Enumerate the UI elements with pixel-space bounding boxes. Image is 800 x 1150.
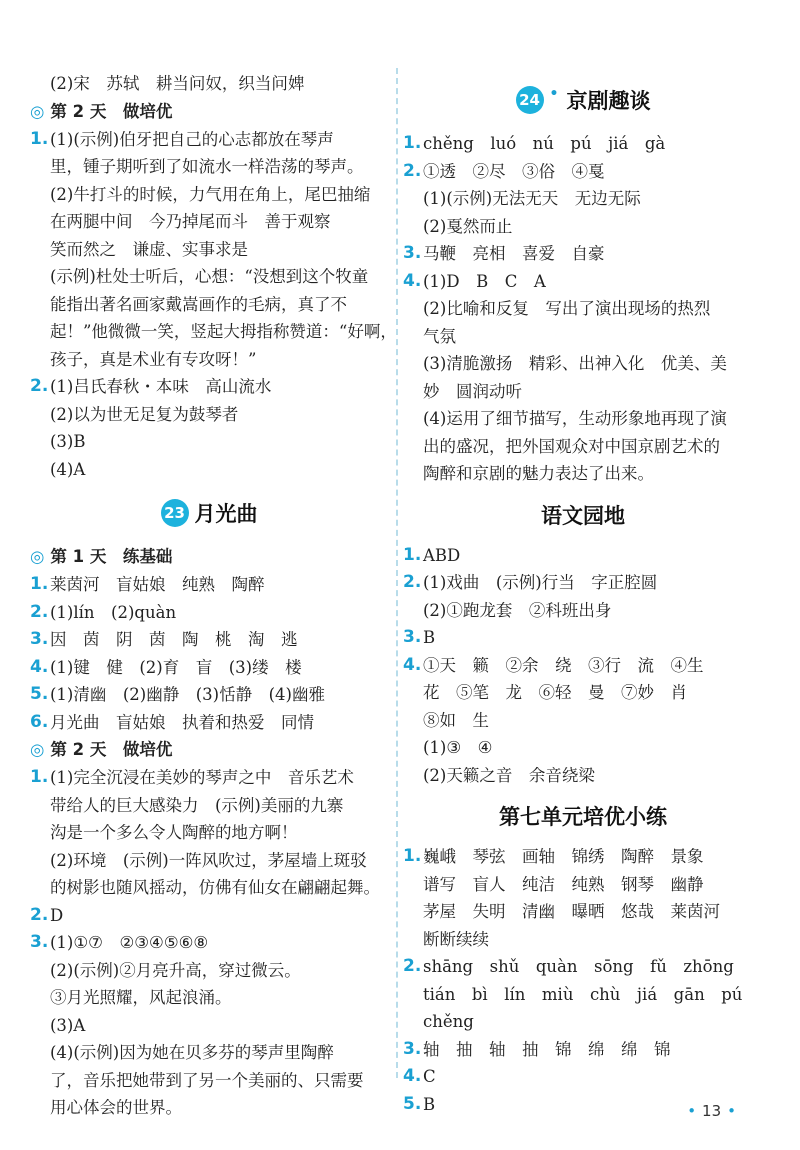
question-number: 6. xyxy=(30,711,49,732)
answer-line: 茅屋 失明 清幽 曝晒 悠哉 莱茵河 xyxy=(423,902,720,921)
answer-line: (2)比喻和反复 写出了演出现场的热烈 xyxy=(423,299,711,318)
answer-text: ABD xyxy=(423,545,461,565)
title-dot: • xyxy=(549,86,559,102)
answer-text: chěng luó nú pú jiá gà xyxy=(423,134,666,153)
answer-text: 因 茵 阴 茵 陶 桃 淘 逃 xyxy=(50,630,298,649)
answer-text: (1)吕氏春秋・本味 高山流水 xyxy=(50,377,272,396)
question-number: 2. xyxy=(30,376,49,396)
answer-line: 能指出著名画家戴嵩画作的毛病，真了不 xyxy=(50,294,347,314)
page-number-dot-left: • xyxy=(687,1102,697,1120)
day-subheading-label: 第 2 天 做培优 xyxy=(50,101,173,121)
question-number: 4. xyxy=(403,1066,422,1086)
question-number: 3. xyxy=(30,629,49,649)
circle-icon: ◎ xyxy=(30,101,45,121)
answer-line: 孩子，真是术业有专攻呀！” xyxy=(50,349,257,369)
answer-line: (4)A xyxy=(50,459,86,479)
section-title: 第七单元培优小练 xyxy=(499,805,667,829)
question-number: 3. xyxy=(403,627,422,647)
day-subheading-label: 第 1 天 练基础 xyxy=(50,547,173,566)
answer-line: (2)以为世无足复为鼓琴者 xyxy=(50,404,239,424)
answer-line: 断断续续 xyxy=(423,929,489,949)
question-number: 4. xyxy=(403,654,422,675)
answer-line: (1)(示例)无法无天 无边无际 xyxy=(423,189,641,208)
answer-text: (1)键 健 (2)育 盲 (3)缕 楼 xyxy=(50,657,302,677)
question-number: 4. xyxy=(403,270,422,291)
answer-line xyxy=(30,626,388,654)
page-number-value: 13 xyxy=(702,1102,722,1120)
answer-line xyxy=(403,268,763,296)
answer-line: 在两腿中间 今乃掉尾而斗 善于观察 xyxy=(50,212,331,231)
answer-text: (1)lín (2)quàn xyxy=(50,602,177,622)
left-column xyxy=(30,70,397,1122)
answer-line: (示例)杜处士听后，心想：“没想到这个牧童 xyxy=(50,267,369,286)
lesson-title xyxy=(403,74,763,126)
answer-line: (2)宋 苏轼 耕当问奴，织当问婢 xyxy=(50,74,305,93)
day-subheading xyxy=(30,543,388,571)
column-divider xyxy=(396,68,398,1078)
answer-line: (2)天籁之音 余音绕梁 xyxy=(423,765,595,785)
answer-text: B xyxy=(423,1094,436,1114)
question-number: 1. xyxy=(403,133,422,153)
lesson-number-badge: 24 xyxy=(516,86,544,114)
answer-text: (1)完全沉浸在美妙的琴声之中 音乐艺术 xyxy=(50,768,354,787)
answer-line xyxy=(403,953,763,981)
answer-line: 陶醉和京剧的魅力表达了出来。 xyxy=(423,464,654,483)
answer-line: 气氛 xyxy=(423,326,456,346)
question-number: 1. xyxy=(403,846,422,866)
answer-line: (2)环境 (示例)一阵风吹过，茅屋墙上斑驳 xyxy=(50,850,367,870)
day-subheading xyxy=(30,98,388,126)
answer-text: B xyxy=(423,628,436,647)
answer-line xyxy=(403,1063,763,1091)
lesson-title-text: 月光曲 xyxy=(194,502,258,526)
answer-text: (1)①⑦ ②③④⑤⑥⑧ xyxy=(50,933,209,952)
answer-text: 巍峨 琴弦 画轴 锦绣 陶醉 景象 xyxy=(423,847,704,866)
right-column xyxy=(403,70,763,1118)
answer-line xyxy=(30,902,388,930)
answer-line xyxy=(403,569,763,597)
question-number: 1. xyxy=(403,544,422,565)
answer-line xyxy=(30,599,388,627)
question-number: 1. xyxy=(30,574,49,594)
answer-line: ③月光照耀，风起浪涌。 xyxy=(50,988,232,1007)
answer-text: 月光曲 盲姑娘 执着和热爱 同情 xyxy=(50,712,314,732)
answer-line xyxy=(30,764,388,792)
answer-line: (3)B xyxy=(50,432,86,451)
question-number: 3. xyxy=(403,1038,422,1059)
lesson-number-badge: 23 xyxy=(161,499,189,527)
question-number: 2. xyxy=(403,956,422,976)
answer-text: (1)清幽 (2)幽静 (3)恬静 (4)幽雅 xyxy=(50,685,325,704)
answer-line xyxy=(30,709,388,737)
answer-line: (2)牛打斗的时候，力气用在角上，尾巴抽缩 xyxy=(50,184,371,204)
answer-text: (1)D B C A xyxy=(423,271,546,291)
answer-line: 带给人的巨大感染力 (示例)美丽的九寨 xyxy=(50,795,344,815)
answer-line: 用心体会的世界。 xyxy=(50,1098,182,1117)
question-number: 2. xyxy=(403,160,422,181)
answer-line xyxy=(403,130,763,158)
answer-line: (4)(示例)因为她在贝多芬的琴声里陶醉 xyxy=(50,1043,334,1062)
question-number: 5. xyxy=(30,684,49,704)
question-number: 2. xyxy=(30,601,49,622)
answer-line xyxy=(30,571,388,599)
answer-line: (2)(示例)②月亮升高，穿过微云。 xyxy=(50,960,301,980)
circle-icon: ◎ xyxy=(30,547,45,566)
question-number: 5. xyxy=(403,1093,422,1114)
answer-line xyxy=(30,126,388,154)
day-subheading-label: 第 2 天 做培优 xyxy=(50,740,173,759)
answer-text: ①透 ②尽 ③俗 ④戛 xyxy=(423,161,605,181)
answer-line xyxy=(403,843,763,871)
answer-line: 沟是一个多么令人陶醉的地方啊！ xyxy=(50,823,298,842)
answer-line: 起！”他微微一笑，竖起大拇指称赞道：“好啊， xyxy=(50,322,397,341)
answer-line: (2)①跑龙套 ②科班出身 xyxy=(423,600,612,620)
answer-text: D xyxy=(50,905,64,925)
answer-line xyxy=(403,624,763,652)
answer-line: ⑧如 生 xyxy=(423,710,489,730)
answer-line xyxy=(30,373,388,401)
section-title: 语文园地 xyxy=(541,503,625,528)
answer-line xyxy=(30,681,388,709)
answer-text: ①天 籁 ②余 绕 ③行 流 ④生 xyxy=(423,655,704,675)
answer-line: 笑而然之 谦虚、实事求是 xyxy=(50,239,248,259)
question-number: 4. xyxy=(30,656,49,677)
question-number: 3. xyxy=(403,243,422,263)
answer-text: 马鞭 亮相 喜爱 自豪 xyxy=(423,244,605,263)
answer-line: (4)运用了细节描写，生动形象地再现了演 xyxy=(423,409,727,428)
question-number: 1. xyxy=(30,128,49,149)
circle-icon: ◎ xyxy=(30,740,45,759)
answer-line xyxy=(30,929,388,957)
page-number-dot-right: • xyxy=(727,1102,736,1120)
answer-line xyxy=(403,652,763,680)
answer-text: C xyxy=(423,1067,436,1086)
page-number xyxy=(681,1102,742,1120)
answer-line: 花 ⑤笔 龙 ⑥轻 曼 ⑦妙 肖 xyxy=(423,683,687,702)
question-number: 3. xyxy=(30,932,49,952)
answer-line: (1)③ ④ xyxy=(423,738,493,757)
answer-line: (2)戛然而止 xyxy=(423,216,513,236)
question-number: 2. xyxy=(403,572,422,592)
answer-line: 的树影也随风摇动，仿佛有仙女在翩翩起舞。 xyxy=(50,878,380,897)
day-subheading xyxy=(30,736,388,764)
answer-line: 谱写 盲人 纯洁 纯熟 钢琴 幽静 xyxy=(423,874,704,894)
answer-line xyxy=(403,1036,763,1064)
answer-line: 了，音乐把她带到了另一个美丽的、只需要 xyxy=(50,1070,364,1090)
answer-line: (3)A xyxy=(50,1015,86,1035)
answer-line: tián bì lín miù chù jiá gān pú xyxy=(423,984,743,1004)
answer-line: 出的盛况，把外国观众对中国京剧艺术的 xyxy=(423,436,720,456)
answer-line: chěng xyxy=(423,1012,474,1031)
lesson-title-text: 京剧趣谈 xyxy=(566,89,651,113)
question-number: 2. xyxy=(30,904,49,925)
answer-line: 妙 圆润动听 xyxy=(423,381,522,401)
answer-text: shāng shǔ quàn sōng fǔ zhōng xyxy=(423,957,734,976)
answer-text: 轴 抽 轴 抽 锦 绵 绵 锦 xyxy=(423,1039,671,1059)
answer-line xyxy=(403,542,763,570)
answer-text: (1)戏曲 (示例)行当 字正腔圆 xyxy=(423,573,658,592)
answer-line: (3)清脆激扬 精彩、出神入化 优美、美 xyxy=(423,354,727,373)
answer-text: (1)(示例)伯牙把自己的心志都放在琴声 xyxy=(50,129,334,149)
answer-line xyxy=(403,158,763,186)
answer-line xyxy=(30,654,388,682)
question-number: 1. xyxy=(30,767,49,787)
answer-text: 莱茵河 盲姑娘 纯熟 陶醉 xyxy=(50,575,265,594)
lesson-title xyxy=(30,487,388,539)
answer-line xyxy=(403,240,763,268)
answer-line: 里，锺子期听到了如流水一样浩荡的琴声。 xyxy=(50,157,364,176)
